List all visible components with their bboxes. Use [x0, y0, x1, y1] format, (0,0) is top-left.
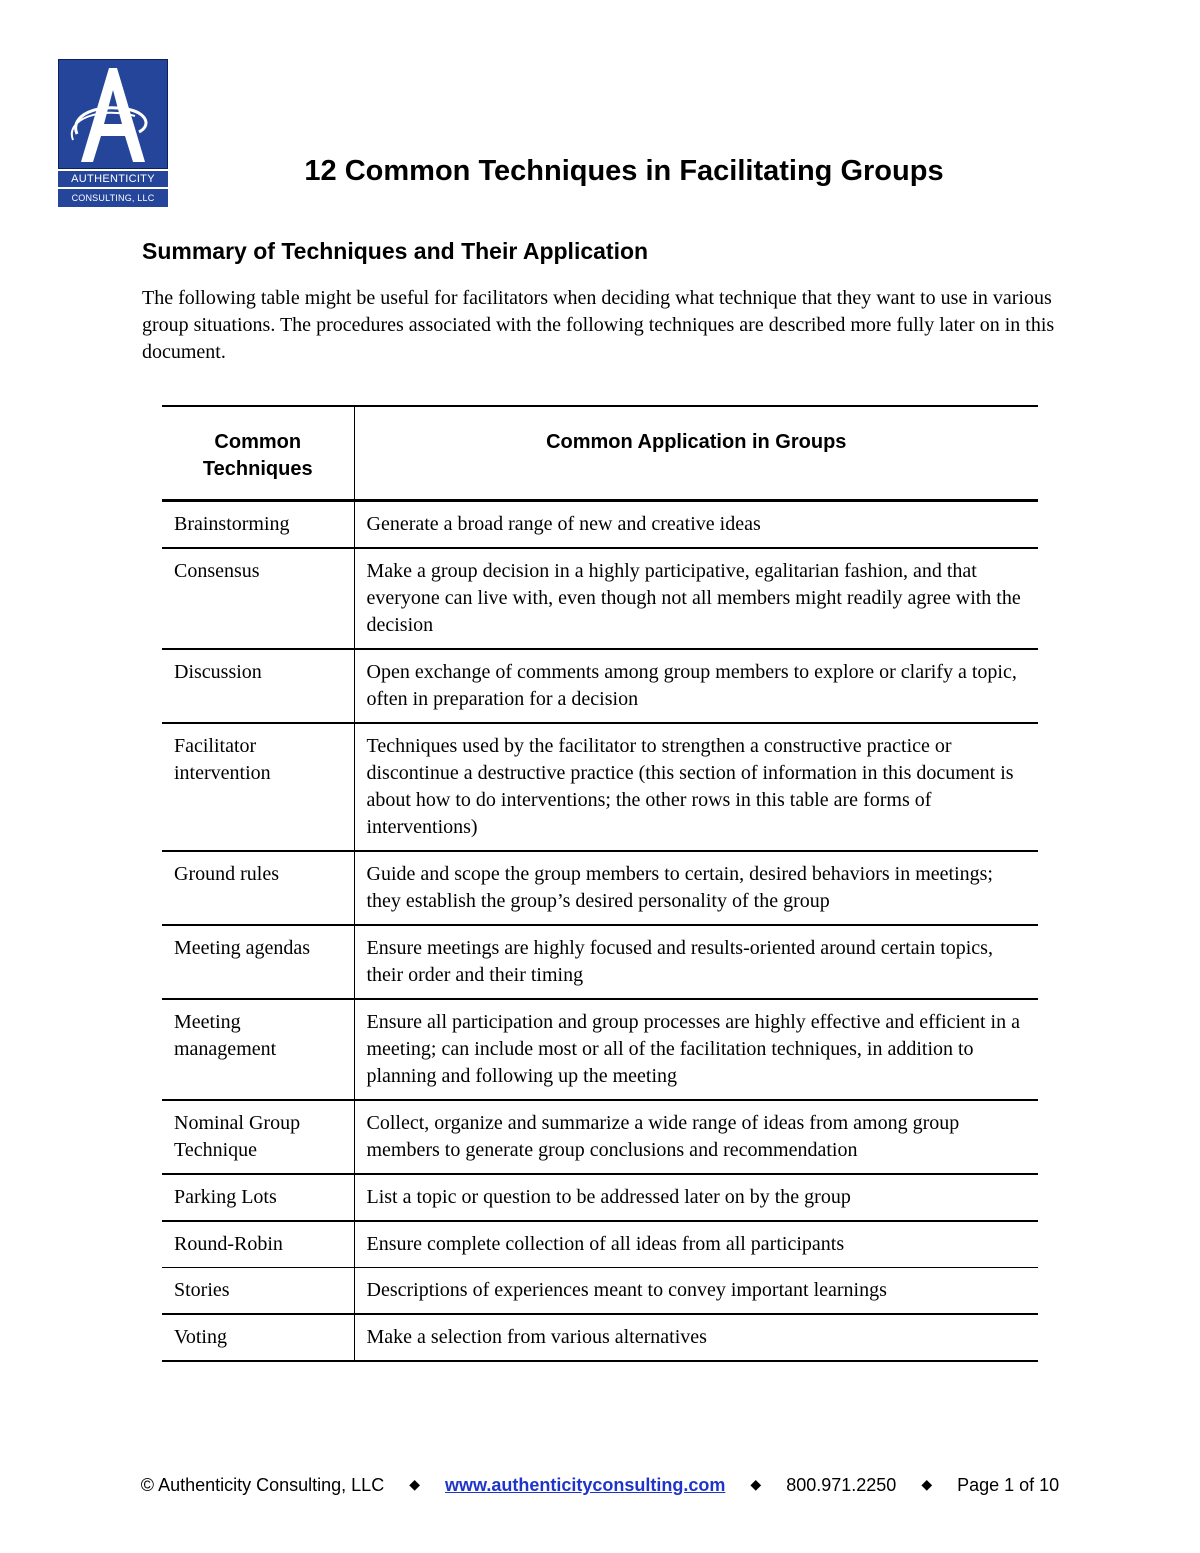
- application-cell: Make a group decision in a highly participative, egalitarian fashion, and that everyone can live with, even though not all members might readily agree with the decision: [354, 548, 1038, 649]
- page-footer: [0, 1472, 1200, 1497]
- technique-cell: Voting: [162, 1314, 354, 1361]
- table-row: [162, 548, 1038, 649]
- footer-phone: 800.971.2250: [786, 1475, 897, 1495]
- technique-cell: Ground rules: [162, 851, 354, 925]
- logo-text-consulting: CONSULTING, LLC: [58, 189, 168, 207]
- table-row: [162, 649, 1038, 723]
- application-cell: Ensure complete collection of all ideas from all participants: [354, 1221, 1038, 1268]
- diamond-separator-icon: ◆: [750, 1476, 762, 1492]
- technique-cell: Brainstorming: [162, 501, 354, 549]
- table-header-row: [162, 406, 1038, 501]
- logo-text-authenticity: AUTHENTICITY: [58, 171, 168, 187]
- table-row: [162, 999, 1038, 1100]
- diamond-separator-icon: ◆: [409, 1476, 420, 1492]
- footer-copyright: © Authenticity Consulting, LLC: [140, 1475, 385, 1495]
- table-row: [162, 1100, 1038, 1174]
- technique-cell: Round-Robin: [162, 1221, 354, 1268]
- technique-cell: Meeting management: [162, 999, 354, 1100]
- table-row: [162, 723, 1038, 851]
- application-cell: Descriptions of experiences meant to convey important learnings: [354, 1268, 1038, 1315]
- technique-cell: Parking Lots: [162, 1174, 354, 1221]
- technique-cell: Stories: [162, 1268, 354, 1315]
- application-cell: Generate a broad range of new and creative ideas: [354, 501, 1038, 549]
- techniques-table: [162, 405, 1038, 1362]
- header-common-application: Common Application in Groups: [354, 406, 1038, 501]
- technique-cell: Meeting agendas: [162, 925, 354, 999]
- application-cell: List a topic or question to be addressed later on by the group: [354, 1174, 1038, 1221]
- table-row: [162, 851, 1038, 925]
- application-cell: Make a selection from various alternatives: [354, 1314, 1038, 1361]
- intro-paragraph: The following table might be useful for facilitators when deciding what technique that they want to use in various group situations. The procedures associated with the following techniques are described more fully later on in this document.: [142, 287, 1055, 363]
- table-row: [162, 1314, 1038, 1361]
- table-row: [162, 1268, 1038, 1315]
- application-cell: Ensure meetings are highly focused and results-oriented around certain topics, their order and their timing: [354, 925, 1038, 999]
- website-link[interactable]: www.authenticityconsulting.com: [445, 1475, 726, 1495]
- table-row: [162, 925, 1038, 999]
- page-title: 12 Common Techniques in Facilitating Groups: [304, 155, 944, 187]
- technique-cell: Discussion: [162, 649, 354, 723]
- header-common-techniques: Common Techniques: [162, 406, 354, 501]
- technique-cell: Nominal Group Technique: [162, 1100, 354, 1174]
- table-row: [162, 1221, 1038, 1268]
- technique-cell: Facilitator intervention: [162, 723, 354, 851]
- table-row: [162, 1174, 1038, 1221]
- section-heading: Summary of Techniques and Their Application: [142, 238, 649, 264]
- application-cell: Ensure all participation and group processes are highly effective and efficient in a meeting; can include most or all of the facilitation techniques, in addition to planning and following up the meeting: [354, 999, 1038, 1100]
- application-cell: Techniques used by the facilitator to strengthen a constructive practice or discontinue a destructive practice (this section of information in this document is about how to do interventions; the other rows in this table are forms of interventions): [354, 723, 1038, 851]
- diamond-separator-icon: ◆: [921, 1476, 933, 1492]
- table-row: [162, 501, 1038, 549]
- application-cell: Open exchange of comments among group members to explore or clarify a topic, often in preparation for a decision: [354, 649, 1038, 723]
- application-cell: Collect, organize and summarize a wide range of ideas from among group members to generate group conclusions and recommendation: [354, 1100, 1038, 1174]
- footer-page-number: Page 1 of 10: [957, 1475, 1060, 1495]
- technique-cell: Consensus: [162, 548, 354, 649]
- application-cell: Guide and scope the group members to certain, desired behaviors in meetings; they establish the group’s desired personality of the group: [354, 851, 1038, 925]
